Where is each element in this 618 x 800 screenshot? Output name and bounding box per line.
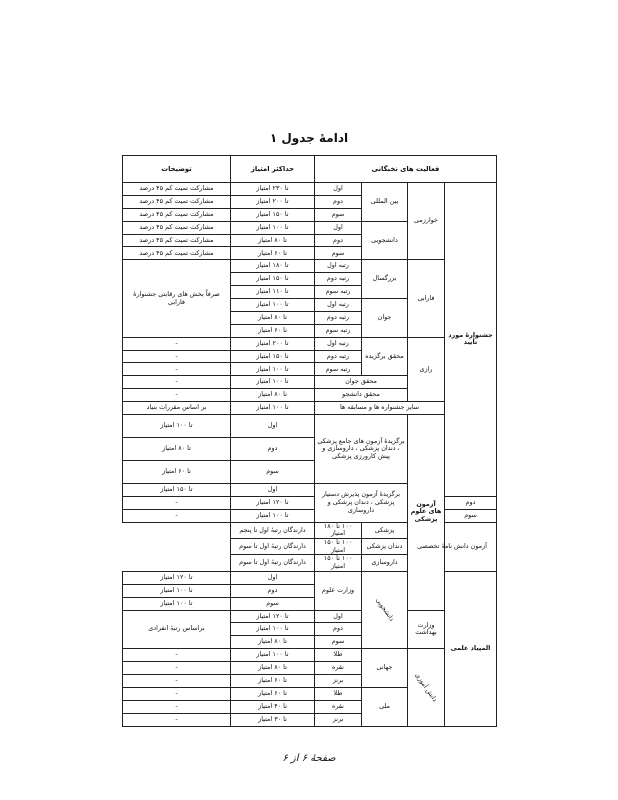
olympiad-world: جهانی [362, 649, 408, 688]
razi-student-researcher: محقق دانشجو [315, 389, 408, 402]
table-row [123, 610, 497, 623]
rank-cell: رتبه سوم [315, 363, 362, 376]
rank-cell: دوم [231, 438, 315, 461]
medal-cell: طلا [315, 687, 362, 700]
medical-comprehensive: برگزیدهٔ آزمون های جامع پزشکی ، دندان پزشکی ، داروسازی و پیش کارورزی پزشکی [315, 415, 408, 484]
score-cell: تا ۱۲۰ امتیاز [231, 610, 315, 623]
note-cell: - [123, 700, 231, 713]
header-row [123, 156, 497, 183]
score-cell: تا ۱۵۰ امتیاز [123, 484, 231, 497]
note-cell: - [123, 687, 231, 700]
score-cell: تا ۸۰ امتیاز [231, 636, 315, 649]
table-row [123, 522, 497, 538]
khwarizmi-international: بین المللی [362, 183, 408, 222]
rank-cell: سوم [445, 509, 497, 522]
rank-cell: رتبه سوم [315, 286, 362, 299]
score-cell: تا ۶۰ امتیاز [231, 687, 315, 700]
rank-cell: رتبه اول [315, 337, 362, 350]
rank-cell: اول [315, 221, 362, 234]
score-cell: تا ۱۰۰ امتیاز [231, 402, 315, 415]
note-cell: - [123, 674, 231, 687]
rank-cell: سوم [315, 208, 362, 221]
score-cell: تا ۱۵۰ امتیاز [231, 350, 315, 363]
olympiad-note: براساس رتبهٔ انفرادی [123, 610, 231, 649]
olympiad-pupils: دانش آموزی [408, 649, 445, 726]
rank-cell: دوم [315, 195, 362, 208]
olympiad-students: دانشجویی [362, 571, 408, 648]
score-cell: تا ۱۲۰ امتیاز [123, 571, 231, 584]
rank-cell: رتبه دوم [315, 350, 362, 363]
score-cell: تا ۸۰ امتیاز [231, 389, 315, 402]
score-cell: تا ۱۰۰ امتیاز [231, 299, 315, 312]
score-cell: تا ۱۵۰ امتیاز [231, 208, 315, 221]
score-cell: تا ۲۰۰ امتیاز [231, 337, 315, 350]
note-cell: مشارکت تمیت کم ۴۵ درصد [123, 247, 231, 260]
rank-cell: دوم [231, 584, 315, 597]
medal-cell: برنز [315, 674, 362, 687]
festival-main-label: جشنوارهٔ مورد تأیید [445, 183, 497, 497]
rank-cell: دوم [445, 496, 497, 509]
note-cell: - [123, 713, 231, 726]
score-cell: تا ۱۲۰ امتیاز [231, 496, 315, 509]
note-cell: - [123, 509, 231, 522]
score-cell: تا ۱۰۰ امتیاز [231, 363, 315, 376]
table-row [123, 183, 497, 196]
rank-cell: سوم [231, 461, 315, 484]
score-cell: تا ۶۰ امتیاز [123, 461, 231, 484]
note-cell: - [123, 649, 231, 662]
medal-cell: نقره [315, 700, 362, 713]
rank-cell: اول [231, 571, 315, 584]
note-cell: - [123, 389, 231, 402]
table-row [123, 402, 497, 415]
table-title: ادامهٔ جدول ۱ [269, 131, 349, 145]
activities-table [122, 155, 497, 727]
razi-top-researcher: محقق برگزیده [362, 337, 408, 376]
table-row [123, 649, 497, 662]
note-cell: - [123, 376, 231, 389]
note-cell: مشارکت تمیت کم ۴۵ درصد [123, 183, 231, 196]
medical-exams-main: آزمون های علوم پزشکی [408, 415, 445, 610]
farabi-label: فارابی [408, 260, 445, 337]
note-cell: مشارکت تمیت کم ۴۵ درصد [123, 195, 231, 208]
header-notes: توضیحات [123, 156, 231, 183]
score-cell: ۱۰۰ تا ۱۸۰ امتیاز [315, 522, 362, 538]
khwarizmi-student: دانشجویی [362, 221, 408, 260]
note-cell: - [123, 350, 231, 363]
score-cell: ۱۰۰ تا ۱۵۰ امتیاز [315, 539, 362, 555]
note-cell: - [123, 337, 231, 350]
note-cell: دارندگان رتبهٔ اول تا سوم [231, 539, 315, 555]
note-cell: دارندگان رتبهٔ اول تا پنجم [231, 522, 315, 538]
rank-cell: اول [231, 415, 315, 438]
rank-cell: رتبه سوم [315, 324, 362, 337]
score-cell: تا ۲۰۰ امتیاز [231, 195, 315, 208]
rank-cell: دوم [315, 234, 362, 247]
score-cell: تا ۸۰ امتیاز [123, 438, 231, 461]
note-cell: - [123, 662, 231, 675]
header-activities: فعالیت های نخبگانی [315, 156, 497, 183]
medal-cell: برنز [315, 713, 362, 726]
khwarizmi-label: خوارزمی [408, 183, 445, 260]
note-cell: - [123, 496, 231, 509]
olympiad-national: ملی [362, 687, 408, 726]
rank-cell: سوم [315, 247, 362, 260]
rank-cell: رتبه دوم [315, 311, 362, 324]
farabi-young: جوان [362, 299, 408, 338]
other-festivals: سایر جشنواره ها و مسابقه ها [315, 402, 445, 415]
score-cell: تا ۴۰ امتیاز [231, 700, 315, 713]
rank-cell: اول [231, 484, 315, 497]
score-cell: تا ۱۰۰ امتیاز [231, 623, 315, 636]
score-cell: تا ۱۰۰ امتیاز [123, 584, 231, 597]
medal-cell: طلا [315, 649, 362, 662]
medical-specialty: آزمون دانش نامهٔ تخصصی [408, 522, 497, 571]
header-max-score: حداکثر امتیاز [231, 156, 315, 183]
rank-cell: رتبه اول [315, 299, 362, 312]
page-number: صفحهٔ ۶ از ۶ [282, 753, 336, 764]
rank-cell: رتبه دوم [315, 273, 362, 286]
field-cell: دندان پزشکی [362, 539, 408, 555]
note-cell: مشارکت تمیت کم ۴۵ درصد [123, 221, 231, 234]
farabi-senior: بزرگسال [362, 260, 408, 299]
medical-residency: برگزیدهٔ آزمون پذیرش دستیار پزشکی ، دندان پزشکی و داروسازی [315, 484, 408, 523]
score-cell: تا ۱۰۰ امتیاز [231, 221, 315, 234]
medal-cell: نقره [315, 662, 362, 675]
rank-cell: رتبه اول [315, 260, 362, 273]
score-cell: تا ۸۰ امتیاز [231, 311, 315, 324]
score-cell: تا ۱۰۰ امتیاز [123, 415, 231, 438]
note-cell: بر اساس مقررات بنیاد [123, 402, 231, 415]
score-cell: تا ۱۰۰ امتیاز [231, 376, 315, 389]
score-cell: تا ۱۵۰ امتیاز [231, 273, 315, 286]
field-cell: پزشکی [362, 522, 408, 538]
razi-label: رازی [408, 337, 445, 401]
farabi-note: صرفاً بخش های رقابتی جشنوارهٔ فارابی [123, 260, 231, 337]
score-cell: تا ۱۰۰ امتیاز [123, 597, 231, 610]
rank-cell: سوم [231, 597, 315, 610]
health-ministry: وزارت بهداشت [408, 610, 445, 649]
score-cell: تا ۳۰ امتیاز [231, 713, 315, 726]
table-row [123, 415, 497, 438]
score-cell: تا ۲۳۰ امتیاز [231, 183, 315, 196]
science-ministry: وزارت علوم [315, 571, 362, 610]
score-cell: تا ۱۰۰ امتیاز [231, 649, 315, 662]
rank-cell: اول [315, 610, 362, 623]
note-cell: دارندگان رتبهٔ اول تا سوم [231, 555, 315, 571]
score-cell: تا ۸۰ امتیاز [231, 662, 315, 675]
olympiad-main: المپیاد علمی [445, 571, 497, 726]
note-cell: مشارکت تمیت کم ۴۵ درصد [123, 234, 231, 247]
score-cell: تا ۶۰ امتیاز [231, 324, 315, 337]
score-cell: تا ۱۸۰ امتیاز [231, 260, 315, 273]
table-row [123, 337, 497, 350]
score-cell: تا ۶۰ امتیاز [231, 247, 315, 260]
rank-cell: سوم [315, 636, 362, 649]
score-cell: تا ۶۰ امتیاز [231, 674, 315, 687]
score-cell: تا ۸۰ امتیاز [231, 234, 315, 247]
score-cell: تا ۱۰۰ امتیاز [231, 509, 315, 522]
table-row [123, 260, 497, 273]
rank-cell: دوم [315, 623, 362, 636]
score-cell: تا ۱۱۰ امتیاز [231, 286, 315, 299]
rank-cell: اول [315, 183, 362, 196]
note-cell: مشارکت تمیت کم ۴۵ درصد [123, 208, 231, 221]
razi-young-researcher: محقق جوان [315, 376, 408, 389]
score-cell: ۱۰۰ تا ۱۵۰ امتیاز [315, 555, 362, 571]
note-cell: - [123, 363, 231, 376]
field-cell: داروسازی [362, 555, 408, 571]
